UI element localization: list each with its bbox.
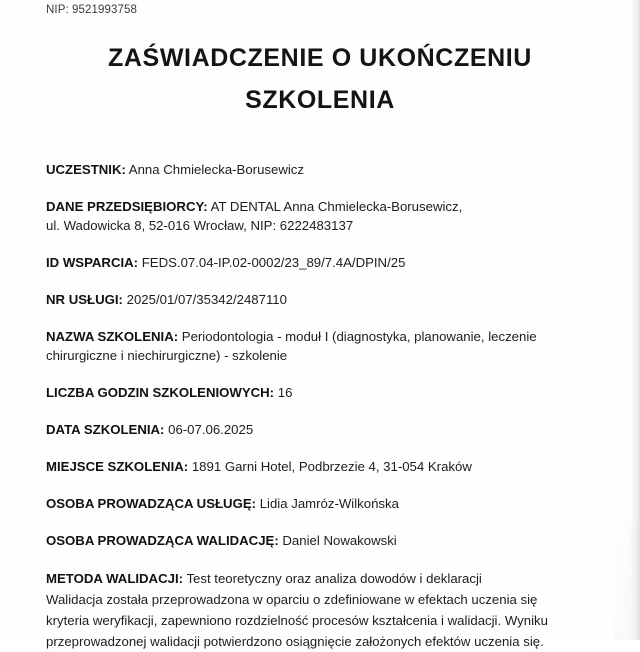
field-participant — [46, 160, 566, 179]
field-trainer — [46, 494, 566, 513]
field-hours — [46, 383, 566, 402]
issuer-nip: NIP: 9521993758 — [46, 4, 138, 16]
field-training-name-value: Periodontologia - moduł I (diagnostyka, planowanie, leczenie chirurgiczne i niechirurgiczne) - szkolenie — [46, 329, 537, 363]
validation-method-paragraph: Walidacja została przeprowadzona w oparciu o zdefiniowane w efektach uczenia się kryteria weryfikacji, zapewniono rozdzielność procesów kształcenia i walidacji. Wyniku przeprowadzonej walidacji potwierdzono osiągnięcie założonych efektów uczenia się. — [46, 592, 548, 649]
field-validator-value: Daniel Nowakowski — [282, 533, 397, 548]
field-support-id-label: ID WSPARCIA: — [46, 255, 139, 270]
field-location-label: MIEJSCE SZKOLENIA: — [46, 459, 189, 474]
field-company-label: DANE PRZEDSIĘBIORCY: — [46, 199, 208, 214]
field-location — [46, 457, 566, 476]
field-training-date-label: DATA SZKOLENIA: — [46, 422, 165, 437]
field-training-name — [46, 327, 546, 365]
field-service-number — [46, 290, 566, 309]
field-company — [46, 197, 476, 235]
field-validation-method-label: METODA WALIDACJI: — [46, 571, 183, 586]
field-training-name-label: NAZWA SZKOLENIA: — [46, 329, 179, 344]
field-validation-method-value: Test teoretyczny oraz analiza dowodów i deklaracji — [186, 571, 482, 586]
field-validator — [46, 531, 566, 550]
field-validator-label: OSOBA PROWADZĄCA WALIDACJĘ: — [46, 533, 279, 548]
field-hours-label: LICZBA GODZIN SZKOLENIOWYCH: — [46, 385, 275, 400]
field-participant-value: Anna Chmielecka-Borusewicz — [128, 162, 304, 177]
field-service-number-label: NR USŁUGI: — [46, 292, 123, 307]
field-trainer-value: Lidia Jamróz-Wilkońska — [259, 496, 399, 511]
field-service-number-value: 2025/01/07/35342/2487110 — [126, 292, 287, 307]
field-support-id — [46, 253, 566, 272]
field-training-date-value: 06-07.06.2025 — [168, 422, 254, 437]
field-training-date — [46, 420, 566, 439]
field-company-value: AT DENTAL Anna Chmielecka-Borusewicz, ul. Wadowicka 8, 52-016 Wrocław, NIP: 6222483137 — [46, 199, 463, 233]
field-participant-label: UCZESTNIK: — [46, 162, 126, 177]
field-hours-value: 16 — [277, 385, 293, 400]
field-validation-method — [46, 568, 566, 652]
validation-method-line — [46, 568, 566, 589]
document-title — [0, 38, 640, 120]
field-location-value: 1891 Garni Hotel, Podbrzezie 4, 31-054 Kraków — [191, 459, 472, 474]
field-trainer-label: OSOBA PROWADZĄCA USŁUGĘ: — [46, 496, 257, 511]
certificate-body — [46, 160, 606, 652]
document-title-line-1: ZAŚWIADCZENIE O UKOŃCZENIU — [108, 44, 532, 72]
document-title-line-2: SZKOLENIA — [245, 86, 395, 114]
scan-corner-shadow — [614, 520, 640, 640]
field-support-id-value: FEDS.07.04-IP.02-0002/23_89/7.4A/DPIN/25 — [141, 255, 406, 270]
